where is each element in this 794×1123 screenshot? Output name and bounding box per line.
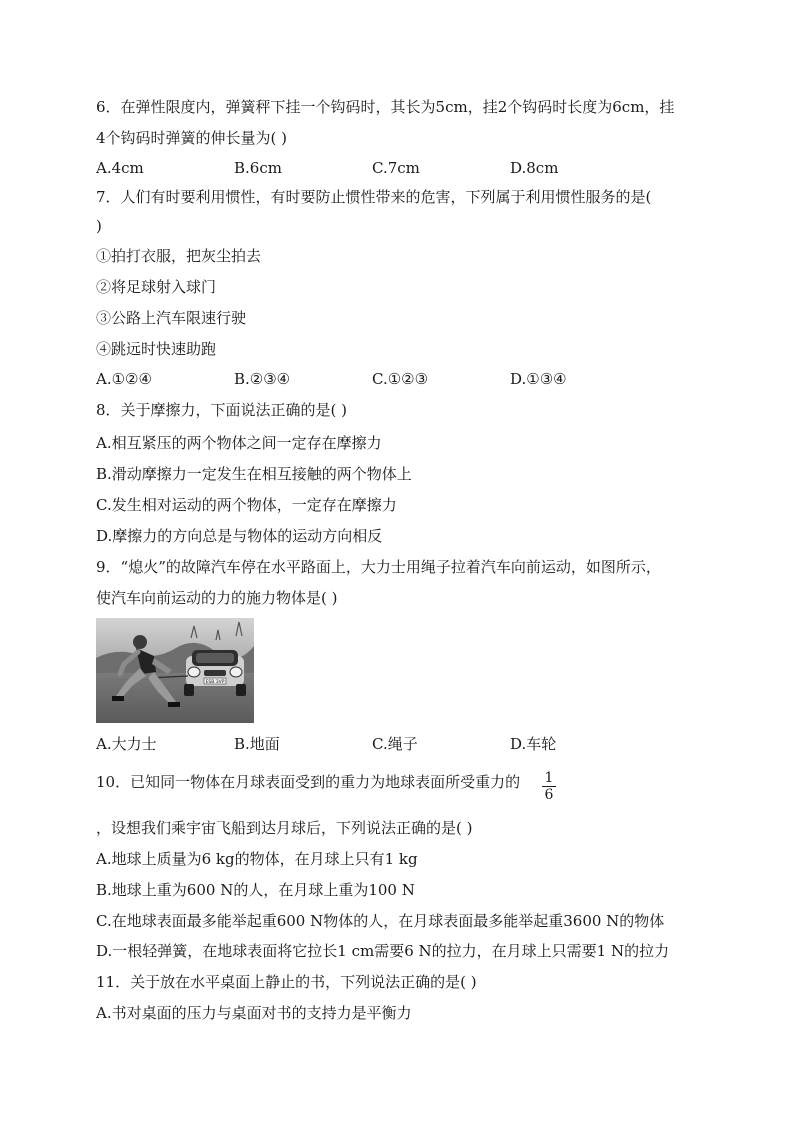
q9-option-b[interactable]: B.地面 [234,735,280,753]
q8-choice-d[interactable]: D.摩擦力的方向总是与物体的运动方向相反 [96,527,383,545]
q7-item-3: ③公路上汽车限速行驶 [96,309,247,327]
q7-option-a[interactable]: A.①②④ [96,370,152,388]
q8-choice-a[interactable]: A.相互紧压的两个物体之间一定存在摩擦力 [96,434,382,452]
q8-choice-b[interactable]: B.滑动摩擦力一定发生在相互接触的两个物体上 [96,465,412,483]
q9-option-d[interactable]: D.车轮 [510,735,557,753]
q9-stem-line2: 使汽车向前运动的力的施力物体是( ) [96,589,338,607]
q6-stem-line2: 4个钩码时弹簧的伸长量为( ) [96,129,288,147]
q6-stem-line1: 6．在弹性限度内，弹簧秤下挂一个钩码时，其长为5cm，挂2个钩码时长度为6cm，挂 [96,98,675,116]
q7-option-b[interactable]: B.②③④ [234,370,291,388]
q6-option-d[interactable]: D.8cm [510,159,559,177]
q7-options [96,369,696,389]
q10-choice-c[interactable]: C.在地球表面最多能举起重600 N物体的人，在月球表面最多能举起重3600 N的物体 [96,912,665,930]
q9-option-a[interactable]: A.大力士 [96,735,157,753]
q10-choice-b[interactable]: B.地球上重为600 N的人，在月球上重为100 N [96,881,415,899]
q11-choice-a[interactable]: A.书对桌面的压力与桌面对书的支持力是平衡力 [96,1004,412,1022]
fraction-denominator: 6 [544,787,554,803]
q7-item-2: ②将足球射入球门 [96,278,217,296]
q6-option-b[interactable]: B.6cm [234,159,282,177]
fraction-one-sixth [542,770,556,806]
q7-stem-line2: ) [96,217,102,235]
q10-stem-line1: 10．已知同一物体在月球表面受到的重力为地球表面所受重力的 [96,773,521,791]
q6-option-c[interactable]: C.7cm [372,159,420,177]
q8-choice-c[interactable]: C.发生相对运动的两个物体，一定存在摩擦力 [96,496,397,514]
q10-stem-line2: ，设想我们乘宇宙飞船到达月球后，下列说法正确的是( ) [96,819,473,837]
fraction-numerator: 1 [542,770,556,787]
q9-stem-line1: 9．“熄火”的故障汽车停在水平路面上，大力士用绳子拉着汽车向前运动，如图所示， [96,558,661,576]
q7-option-c[interactable]: C.①②③ [372,370,429,388]
q7-item-4: ④跳远时快速助跑 [96,340,217,358]
strongman-pulling-car-photo [96,618,254,723]
svg-text:ESB 3VP: ESB 3VP [205,680,225,685]
q9-option-c[interactable]: C.绳子 [372,735,418,753]
q9-options [96,734,696,754]
q7-item-1: ①拍打衣服，把灰尘拍去 [96,247,262,265]
q6-options [96,158,696,178]
q11-stem: 11．关于放在水平桌面上静止的书，下列说法正确的是( ) [96,973,477,991]
q7-stem-line1: 7．人们有时要利用惯性，有时要防止惯性带来的危害，下列属于利用惯性服务的是( [96,188,652,206]
q8-stem: 8．关于摩擦力，下面说法正确的是( ) [96,401,348,419]
q10-choice-a[interactable]: A.地球上质量为6 kg的物体，在月球上只有1 kg [96,850,418,868]
q10-choice-d[interactable]: D.一根轻弹簧，在地球表面将它拉长1 cm需要6 N的拉力，在月球上只需要1 N的拉力 [96,942,670,960]
q6-option-a[interactable]: A.4cm [96,159,144,177]
q7-option-d[interactable]: D.①③④ [510,370,567,388]
